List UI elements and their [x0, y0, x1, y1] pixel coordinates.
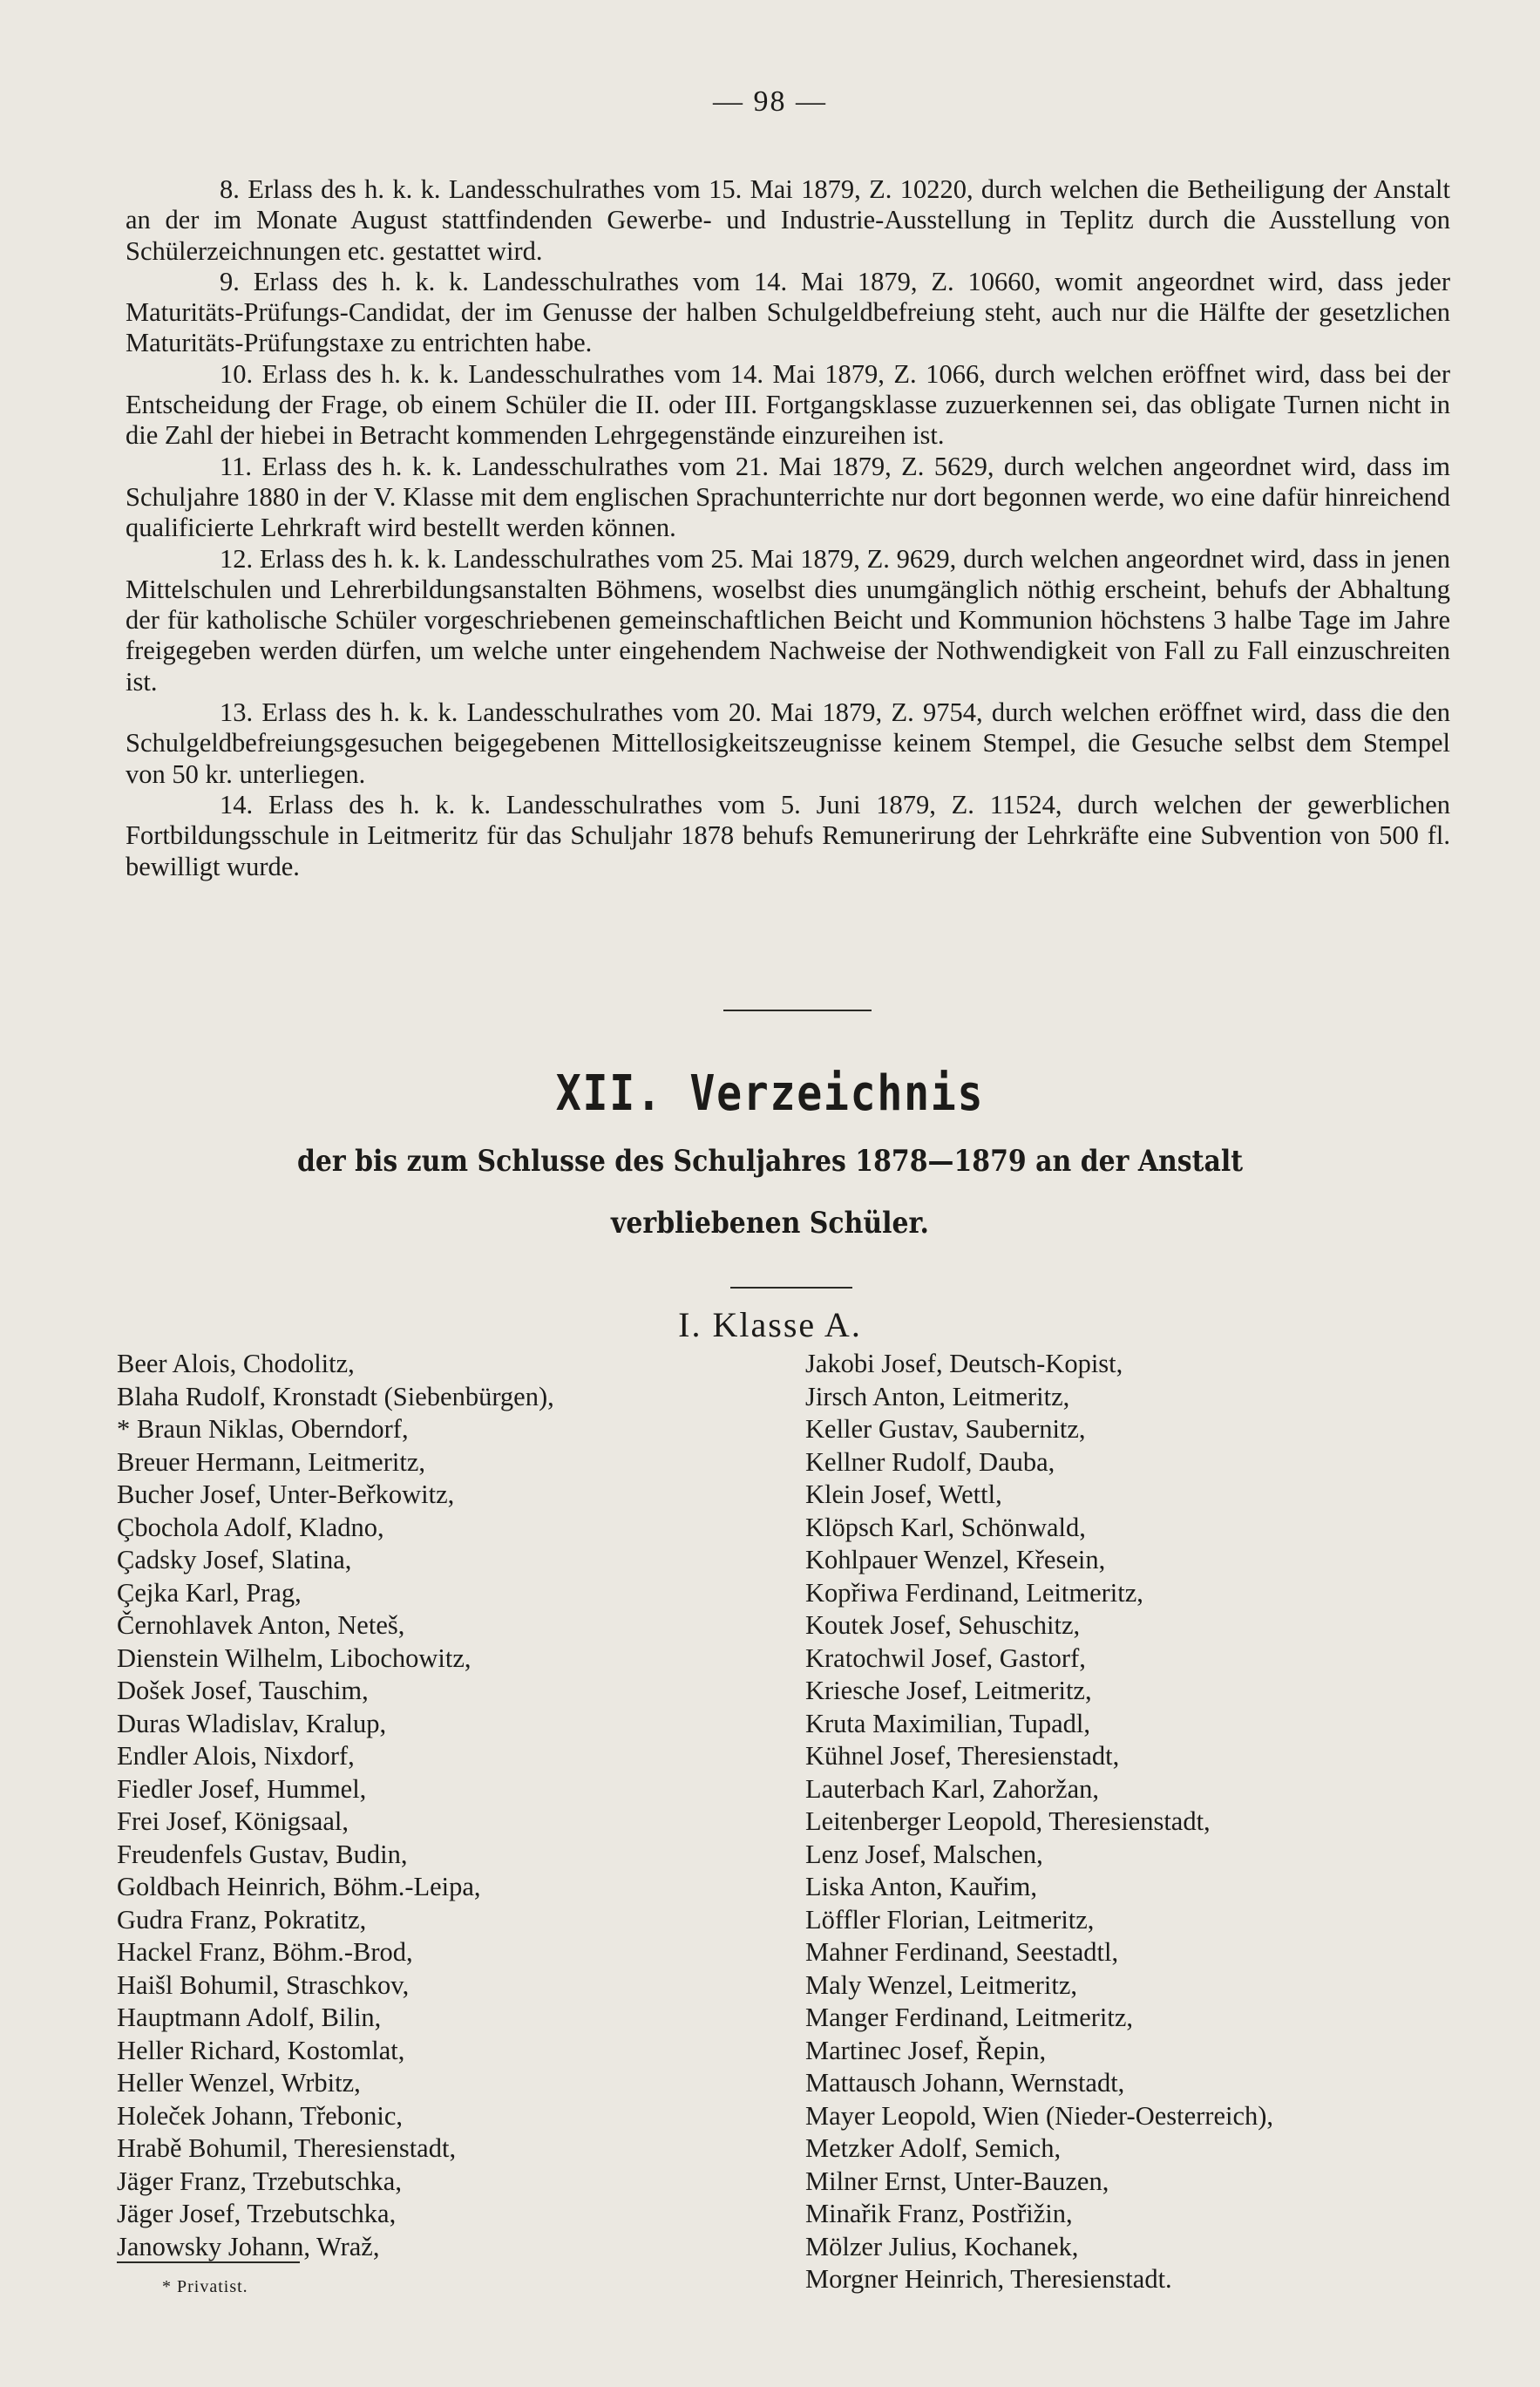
student-entry: Kruta Maximilian, Tupadl,	[805, 1708, 1091, 1738]
student-entry: Martinec Josef, Řepin,	[805, 2035, 1047, 2065]
student-entry: Mölzer Julius, Kochanek,	[805, 2231, 1079, 2261]
section-divider	[723, 1010, 872, 1011]
decree-list	[126, 174, 1450, 882]
student-entry: Blaha Rudolf, Kronstadt (Siebenbürgen),	[117, 1381, 554, 1411]
student-entry: Janowsky Johann, Wraž,	[117, 2231, 380, 2261]
decree-item: 13. Erlass des h. k. k. Landesschulrathes vom 20. Mai 1879, Z. 9754, durch welchen eröffnet wird, dass die den Schulgeldbefreiungsgesuchen beigegebenen Mittellosigkeitszeugnisse keinem Stempel, die Gesuche selbst dem Stempel von 50 kr. unterliegen.	[126, 697, 1450, 789]
decree-item: 9. Erlass des h. k. k. Landesschulrathes vom 14. Mai 1879, Z. 10660, womit angeordnet wird, dass jeder Maturitäts-Prüfungs-Candidat, der im Genusse der halben Schulgeldbefreiung steht, auch nur die Hälfte der gesetzlichen Maturitäts-Prüfungstaxe zu entrichten habe.	[126, 266, 1450, 358]
student-entry: Gudra Franz, Pokratitz,	[117, 1904, 367, 1935]
student-entry: Beer Alois, Chodolitz,	[117, 1349, 355, 1378]
student-entry: Klein Josef, Wettl,	[805, 1479, 1002, 1509]
student-entry: Liska Anton, Kauřim,	[805, 1872, 1037, 1901]
student-entry: Löffler Florian, Leitmeritz,	[805, 1904, 1095, 1935]
student-entry: Duras Wladislav, Kralup,	[117, 1708, 387, 1738]
student-entry: Jäger Franz, Trzebutschka,	[117, 2166, 402, 2196]
student-entry: Heller Richard, Kostomlat,	[117, 2035, 405, 2065]
subtitle-divider	[730, 1287, 852, 1289]
student-entry: Keller Gustav, Saubernitz,	[805, 1414, 1086, 1444]
decree-item: 14. Erlass des h. k. k. Landesschulrathes vom 5. Juni 1879, Z. 11524, durch welchen der gewerblichen Fortbildungsschule in Leitmeritz für das Schuljahr 1878 behufs Remunerirung der Lehrkräfte eine Subvention von 500 fl. bewilligt wurde.	[126, 789, 1450, 881]
student-entry: Freudenfels Gustav, Budin,	[117, 1839, 408, 1869]
decree-item: 8. Erlass des h. k. k. Landesschulrathes vom 15. Mai 1879, Z. 10220, durch welchen die Betheiligung der Anstalt an der im Monate August stattfindenden Gewerbe- und Industrie-Ausstellung in Teplitz durch die Ausstellung von Schülerzeichnungen etc. gestattet wird.	[126, 174, 1450, 266]
student-entry: Heller Wenzel, Wrbitz,	[117, 2068, 361, 2098]
student-entry: Manger Ferdinand, Leitmeritz,	[805, 2003, 1134, 2032]
student-entry: Lenz Josef, Malschen,	[805, 1839, 1043, 1869]
section-title: XII. Verzeichnis	[555, 1065, 985, 1122]
student-entry: Hrabě Bohumil, Theresienstadt,	[117, 2133, 457, 2163]
footnote-divider	[117, 2261, 300, 2263]
student-entry: Hackel Franz, Böhm.-Brod,	[117, 1937, 413, 1967]
student-entry: Fiedler Josef, Hummel,	[117, 1773, 367, 1804]
student-entry: Kohlpauer Wenzel, Křesein,	[805, 1545, 1106, 1574]
page-number: — 98 —	[713, 85, 827, 118]
student-entry: Došek Josef, Tauschim,	[117, 1676, 369, 1705]
student-entry: Çadsky Josef, Slatina,	[117, 1545, 352, 1574]
student-entry: Frei Josef, Königsaal,	[117, 1806, 349, 1836]
student-entry: Kratochwil Josef, Gastorf,	[805, 1642, 1086, 1673]
footnote: * Privatist.	[162, 2277, 248, 2296]
student-entry: Kühnel Josef, Theresienstadt,	[805, 1741, 1120, 1771]
student-entry: Maly Wenzel, Leitmeritz,	[805, 1969, 1078, 2000]
student-entry: Morgner Heinrich, Theresienstadt.	[805, 2264, 1172, 2294]
student-entry: Lauterbach Karl, Zahoržan,	[805, 1773, 1100, 1804]
student-entry: Kriesche Josef, Leitmeritz,	[805, 1676, 1092, 1705]
student-entry: Jakobi Josef, Deutsch-Kopist,	[805, 1349, 1123, 1378]
student-entry: Mattausch Johann, Wernstadt,	[805, 2068, 1125, 2098]
student-entry: Koutek Josef, Sehuschitz,	[805, 1610, 1081, 1640]
student-entry: Breuer Hermann, Leitmeritz,	[117, 1446, 425, 1477]
class-heading: I. Klasse A.	[678, 1305, 862, 1344]
student-entry: Bucher Josef, Unter-Beřkowitz,	[117, 1479, 455, 1509]
student-entry: Holeček Johann, Třebonic,	[117, 2100, 404, 2131]
student-entry: Dienstein Wilhelm, Libochowitz,	[117, 1642, 471, 1673]
decree-item: 12. Erlass des h. k. k. Landesschulrathes vom 25. Mai 1879, Z. 9629, durch welchen angeordnet wird, dass in jenen Mittelschulen und Lehrerbildungsanstalten Böhmens, woselbst dies unumgänglich nöthig erscheint, behufs der Abhaltung der für katholische Schüler vorgeschriebenen gemeinschaftlichen Beicht und Kommunion höchstens 3 halbe Tage im Jahre freigegeben werden dürfen, um welche unter eingehendem Nachweise der Nothwendigkeit von Fall zu Fall einzuschreiten ist.	[126, 543, 1450, 697]
section-subtitle-line1: der bis zum Schlusse des Schuljahres 1878—1879 an der Anstalt	[296, 1144, 1244, 1179]
student-entry: Çejka Karl, Prag,	[117, 1577, 302, 1608]
student-entry: Milner Ernst, Unter-Bauzen,	[805, 2166, 1109, 2196]
student-entry: Metzker Adolf, Semich,	[805, 2133, 1062, 2163]
student-entry: Minařik Franz, Postřižin,	[805, 2199, 1073, 2228]
decree-item: 11. Erlass des h. k. k. Landesschulrathes vom 21. Mai 1879, Z. 5629, durch welchen angeordnet wird, dass im Schuljahre 1880 in der V. Klasse mit dem englischen Sprachunterrichte nur dort begonnen werde, wo eine dafür hinreichend qualificierte Lehrkraft wird bestellt werden können.	[126, 451, 1450, 543]
student-entry: Çbochola Adolf, Kladno,	[117, 1512, 384, 1542]
student-entry: Černohlavek Anton, Neteš,	[117, 1610, 405, 1640]
student-entry: Leitenberger Leopold, Theresienstadt,	[805, 1806, 1211, 1836]
student-entry: * Braun Niklas, Oberndorf,	[117, 1414, 409, 1444]
decree-item: 10. Erlass des h. k. k. Landesschulrathes vom 14. Mai 1879, Z. 1066, durch welchen eröffnet wird, dass bei der Entscheidung der Frage, ob einem Schüler die II. oder III. Fortgangsklasse zuzuerkennen sei, das obligate Turnen nicht in die Zahl der hiebei in Betracht kommenden Lehrgegenstände einzureihen ist.	[126, 358, 1450, 451]
student-list-left	[117, 1348, 797, 2263]
student-entry: Haišl Bohumil, Straschkov,	[117, 1969, 410, 2000]
student-entry: Klöpsch Karl, Schönwald,	[805, 1512, 1086, 1542]
student-entry: Hauptmann Adolf, Bilin,	[117, 2003, 382, 2032]
student-entry: Kellner Rudolf, Dauba,	[805, 1446, 1055, 1477]
student-entry: Endler Alois, Nixdorf,	[117, 1741, 355, 1771]
student-entry: Goldbach Heinrich, Böhm.-Leipa,	[117, 1872, 481, 1901]
student-entry: Jäger Josef, Trzebutschka,	[117, 2199, 397, 2228]
student-entry: Jirsch Anton, Leitmeritz,	[805, 1381, 1070, 1411]
student-list-right	[805, 1348, 1485, 2296]
student-entry: Kopřiwa Ferdinand, Leitmeritz,	[805, 1577, 1143, 1608]
section-subtitle-line2: verbliebenen Schüler.	[611, 1206, 929, 1241]
student-entry: Mayer Leopold, Wien (Nieder-Oesterreich),	[805, 2100, 1274, 2131]
student-entry: Mahner Ferdinand, Seestadtl,	[805, 1937, 1119, 1967]
